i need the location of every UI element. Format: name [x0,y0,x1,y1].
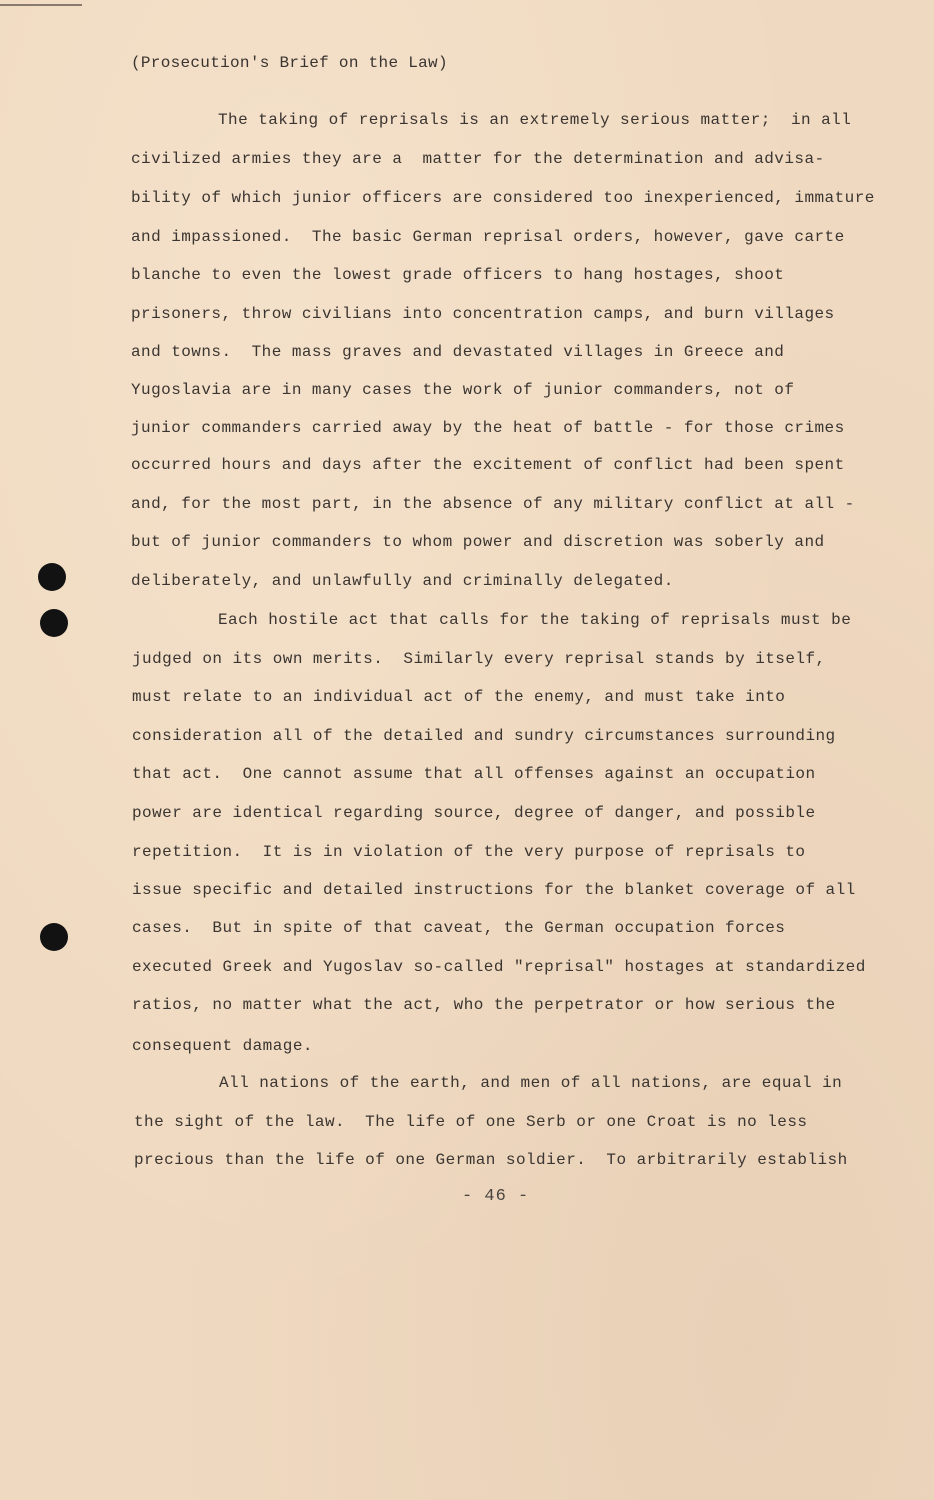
punch-hole-top [38,563,66,591]
text-line: junior commanders carried away by the heat of battle - for those crimes [131,419,845,437]
text-line: power are identical regarding source, degree of danger, and possible [132,804,816,822]
text-line: cases. But in spite of that caveat, the German occupation forces [132,919,786,937]
text-line: bility of which junior officers are considered too inexperienced, immature [131,189,875,207]
punch-hole-middle [40,609,68,637]
text-line: ratios, no matter what the act, who the perpetrator or how serious the [132,996,836,1014]
text-line: precious than the life of one German soldier. To arbitrarily establish [134,1151,848,1169]
text-line: judged on its own merits. Similarly every reprisal stands by itself, [132,650,826,668]
text-line: consideration all of the detailed and sundry circumstances surrounding [132,727,836,745]
text-line: repetition. It is in violation of the very purpose of reprisals to [132,843,806,861]
text-line: and towns. The mass graves and devastated villages in Greece and [131,343,785,361]
text-line: blanche to even the lowest grade officers to hang hostages, shoot [131,266,785,284]
text-line: the sight of the law. The life of one Serb or one Croat is no less [134,1113,808,1131]
text-line: executed Greek and Yugoslav so-called "reprisal" hostages at standardized [132,958,866,976]
text-line: issue specific and detailed instructions for the blanket coverage of all [132,881,856,899]
text-line: civilized armies they are a matter for the determination and advisa- [131,150,825,168]
text-line: but of junior commanders to whom power and discretion was soberly and [131,533,825,551]
text-line: that act. One cannot assume that all offenses against an occupation [132,765,816,783]
text-line: prisoners, throw civilians into concentration camps, and burn villages [131,305,835,323]
text-line: Yugoslavia are in many cases the work of junior commanders, not of [131,381,795,399]
text-line: deliberately, and unlawfully and criminally delegated. [131,572,674,590]
top-edge-rule [0,4,82,6]
text-line: must relate to an individual act of the enemy, and must take into [132,688,786,706]
text-line: and impassioned. The basic German reprisal orders, however, gave carte [131,228,845,246]
text-line: consequent damage. [132,1037,313,1055]
text-line: The taking of reprisals is an extremely serious matter; in all [218,111,852,129]
text-line: and, for the most part, in the absence of any military conflict at all - [131,495,855,513]
document-header: (Prosecution's Brief on the Law) [131,54,448,72]
page-number: - 46 - [462,1187,530,1206]
text-line: occurred hours and days after the excitement of conflict had been spent [131,456,845,474]
text-line: All nations of the earth, and men of all nations, are equal in [219,1074,843,1092]
punch-hole-bottom [40,923,68,951]
text-line: Each hostile act that calls for the taking of reprisals must be [218,611,852,629]
